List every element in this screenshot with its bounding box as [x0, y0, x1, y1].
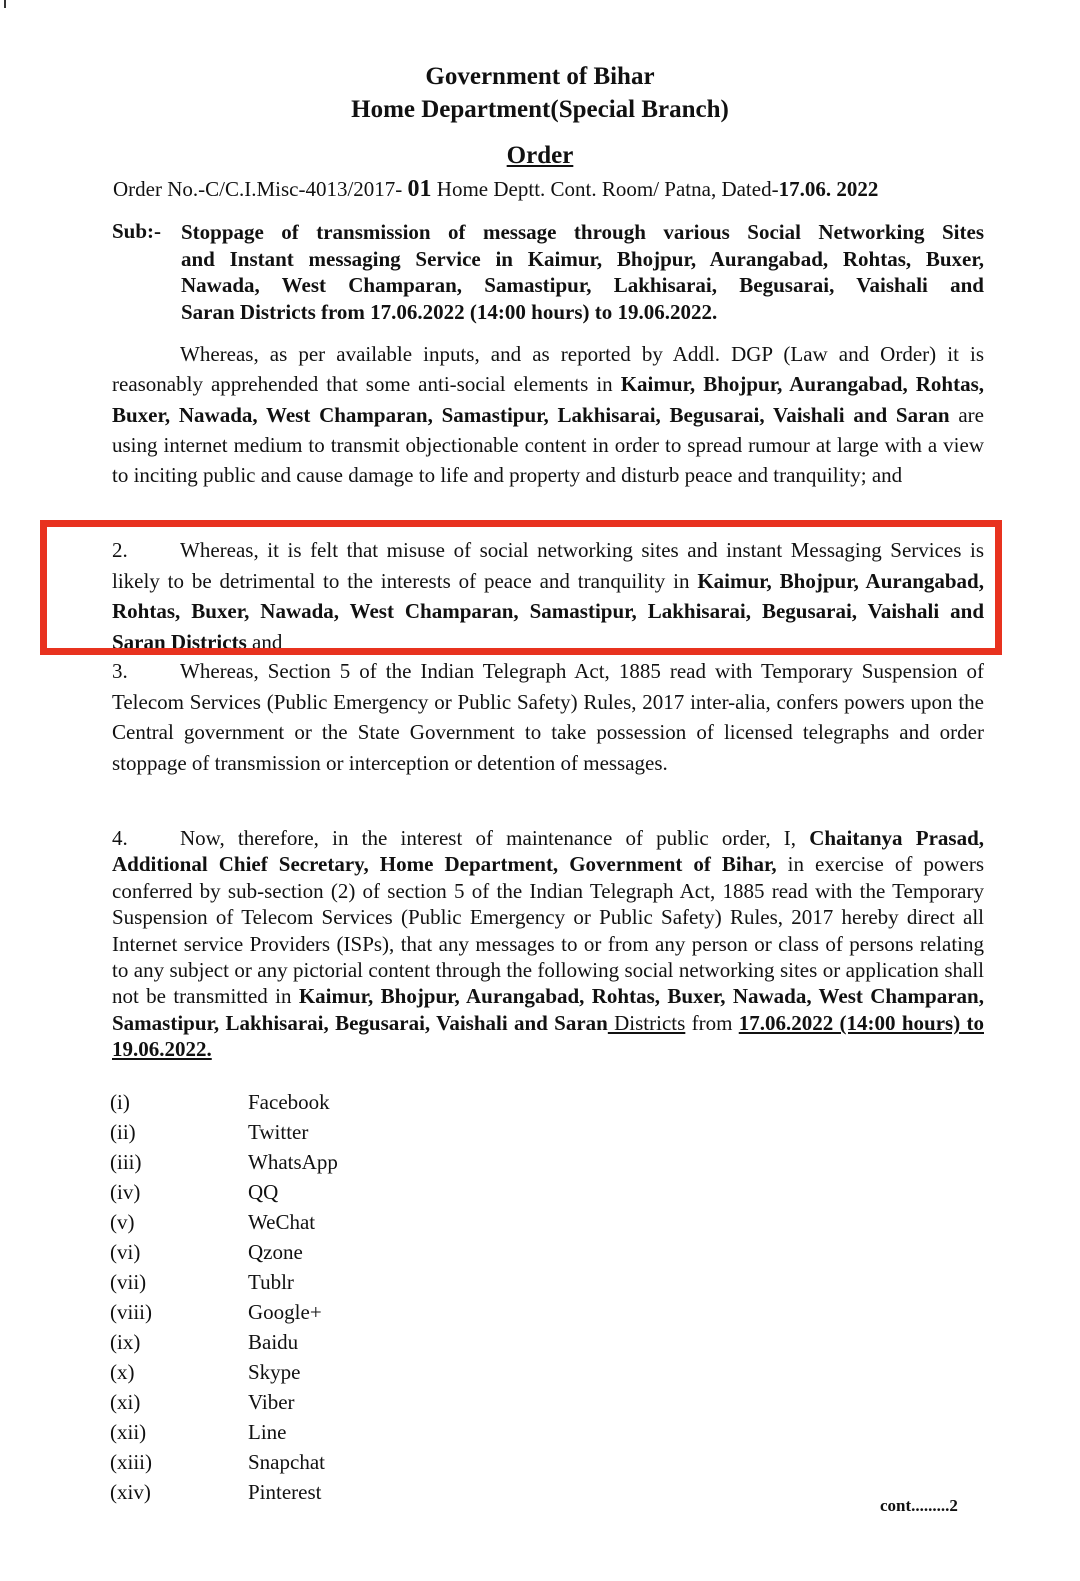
- subject-line: Saran Districts from 17.06.2022 (14:00 hours) to 19.06.2022.: [181, 299, 718, 324]
- list-item-app: Google+: [248, 1300, 322, 1324]
- list-item: [110, 1120, 410, 1150]
- list-item-number: (vi): [110, 1240, 141, 1264]
- list-item-number: (iv): [110, 1180, 141, 1204]
- paragraph-3: [112, 656, 984, 778]
- header-department: Home Department(Special Branch): [351, 96, 729, 123]
- list-item: [110, 1240, 410, 1270]
- order-number: 01: [407, 176, 432, 202]
- para1-districts: Kaimur, Bhojpur, Aurangabad, Rohtas, Buxer, Nawada, West Champaran, Samastipur, Lakhisarai, Begusarai, Vaishali and Saran: [112, 372, 984, 427]
- list-item-app: Line: [248, 1420, 287, 1444]
- list-item: [110, 1390, 410, 1420]
- order-number-prefix: Order No.-C/C.I.Misc-4013/2017-: [113, 177, 408, 201]
- list-item-number: (i): [110, 1090, 130, 1114]
- para4-from: from: [685, 1010, 739, 1035]
- para3-number: 3.: [112, 659, 128, 683]
- list-item: [110, 1420, 410, 1450]
- para4-districts-word: Districts: [607, 1010, 686, 1035]
- para4-text-b: in exercise of powers conferred by sub-section (2) of section 5 of the Indian Telegraph Act, 1885 read with the Temporary Suspension of Telecom Services (Public Emergency or Public Safety) Rules, 2017 hereby direct all Internet service Providers (ISPs), that any messages to or from any person or class of persons relating to any subject or any pictorial content through the following social networking sites or application shall not be transmitted in: [112, 852, 984, 1009]
- list-item: [110, 1330, 410, 1360]
- list-item-app: Snapchat: [248, 1450, 325, 1474]
- subject-label: Sub:-: [112, 219, 162, 243]
- list-item: [110, 1180, 410, 1210]
- list-item-app: Facebook: [248, 1090, 330, 1114]
- subject-line: and Instant messaging Service in Kaimur, Bhojpur, Aurangabad, Rohtas, Buxer,: [181, 246, 984, 271]
- list-item-number: (x): [110, 1360, 135, 1384]
- subject-line: Nawada, West Champaran, Samastipur, Lakhisarai, Begusarai, Vaishali and: [181, 273, 984, 297]
- list-item-number: (xiii): [110, 1450, 152, 1474]
- paragraph-1: [112, 339, 984, 490]
- list-item: [110, 1150, 410, 1180]
- order-date: 17.06. 2022: [778, 177, 879, 201]
- continuation-marker: cont.........2: [880, 1496, 958, 1515]
- list-item: [110, 1300, 410, 1330]
- para1-text-b: are using internet medium to transmit objectionable content in order to spread rumour at large with a view to inciting public and cause damage to life and property and disturb peace and tranquility; and: [112, 402, 984, 488]
- para4-official: Chaitanya Prasad, Additional Chief Secretary, Home Department, Government of Bihar,: [112, 826, 984, 877]
- list-item-app: Tublr: [248, 1270, 294, 1294]
- list-item-number: (xiv): [110, 1480, 151, 1504]
- list-item: [110, 1360, 410, 1390]
- paragraph-4: [112, 825, 984, 1063]
- header-government: Government of Bihar: [425, 63, 655, 90]
- order-number-line: [113, 176, 878, 203]
- highlight-box: [40, 520, 1002, 655]
- list-item-number: (ix): [110, 1330, 141, 1354]
- list-item-app: Twitter: [248, 1120, 309, 1144]
- scan-mark: [4, 0, 6, 8]
- para4-period: 17.06.2022 (14:00 hours) to 19.06.2022.: [112, 1010, 984, 1062]
- list-item-app: Skype: [248, 1360, 301, 1384]
- subject-text: [181, 219, 984, 325]
- para3-text: Whereas, Section 5 of the Indian Telegraph Act, 1885 read with Temporary Suspension of Telecom Services (Public Emergency or Public Safety) Rules, 2017 inter-alia, confers powers upon the Central government or the State Government to take possession of licensed telegraphs and order stoppage of transmission or interception or detention of messages.: [112, 659, 984, 775]
- list-item: [110, 1450, 410, 1480]
- order-number-middle: Home Deptt. Cont. Room/ Patna, Dated-: [431, 177, 779, 201]
- list-item-number: (xii): [110, 1420, 147, 1444]
- list-item: [110, 1270, 410, 1300]
- list-item-number: (vii): [110, 1270, 147, 1294]
- list-item-app: Baidu: [248, 1330, 299, 1354]
- list-item-number: (iii): [110, 1150, 142, 1174]
- order-title: Order: [506, 142, 574, 169]
- list-item-app: Pinterest: [248, 1480, 322, 1504]
- list-item-app: QQ: [248, 1180, 279, 1204]
- para4-districts: Kaimur, Bhojpur, Aurangabad, Rohtas, Buxer, Nawada, West Champaran, Samastipur, Lakhisarai, Begusarai, Vaishali and Saran: [112, 984, 984, 1035]
- para4-text-a: Now, therefore, in the interest of maintenance of public order, I,: [180, 826, 810, 850]
- para2-text-a: Whereas, it is felt that misuse of social networking sites and instant Messaging Services is likely to be detrimental to the interests of peace and tranquility in: [112, 538, 984, 593]
- list-item-number: (xi): [110, 1390, 141, 1414]
- list-item-app: WeChat: [248, 1210, 316, 1234]
- list-item-app: Qzone: [248, 1240, 303, 1264]
- para2-number: 2.: [112, 538, 128, 562]
- para2-text-b: and: [246, 629, 283, 654]
- list-item-number: (ii): [110, 1120, 136, 1144]
- list-item-number: (viii): [110, 1300, 152, 1324]
- list-item-app: WhatsApp: [248, 1150, 338, 1174]
- para1-text-a: Whereas, as per available inputs, and as reported by Addl. DGP (Law and Order) it is reasonably apprehended that some anti-social elements in: [112, 342, 984, 397]
- list-item: [110, 1210, 410, 1240]
- list-item-number: (v): [110, 1210, 135, 1234]
- list-item: [110, 1480, 410, 1510]
- subject-line: Stoppage of transmission of message through various Social Networking Sites: [181, 220, 984, 244]
- list-item-app: Viber: [248, 1390, 295, 1414]
- para2-districts: Kaimur, Bhojpur, Aurangabad, Rohtas, Buxer, Nawada, West Champaran, Samastipur, Lakhisarai, Begusarai, Vaishali and Saran Districts: [112, 568, 984, 654]
- para4-number: 4.: [112, 826, 128, 850]
- list-item: [110, 1090, 410, 1120]
